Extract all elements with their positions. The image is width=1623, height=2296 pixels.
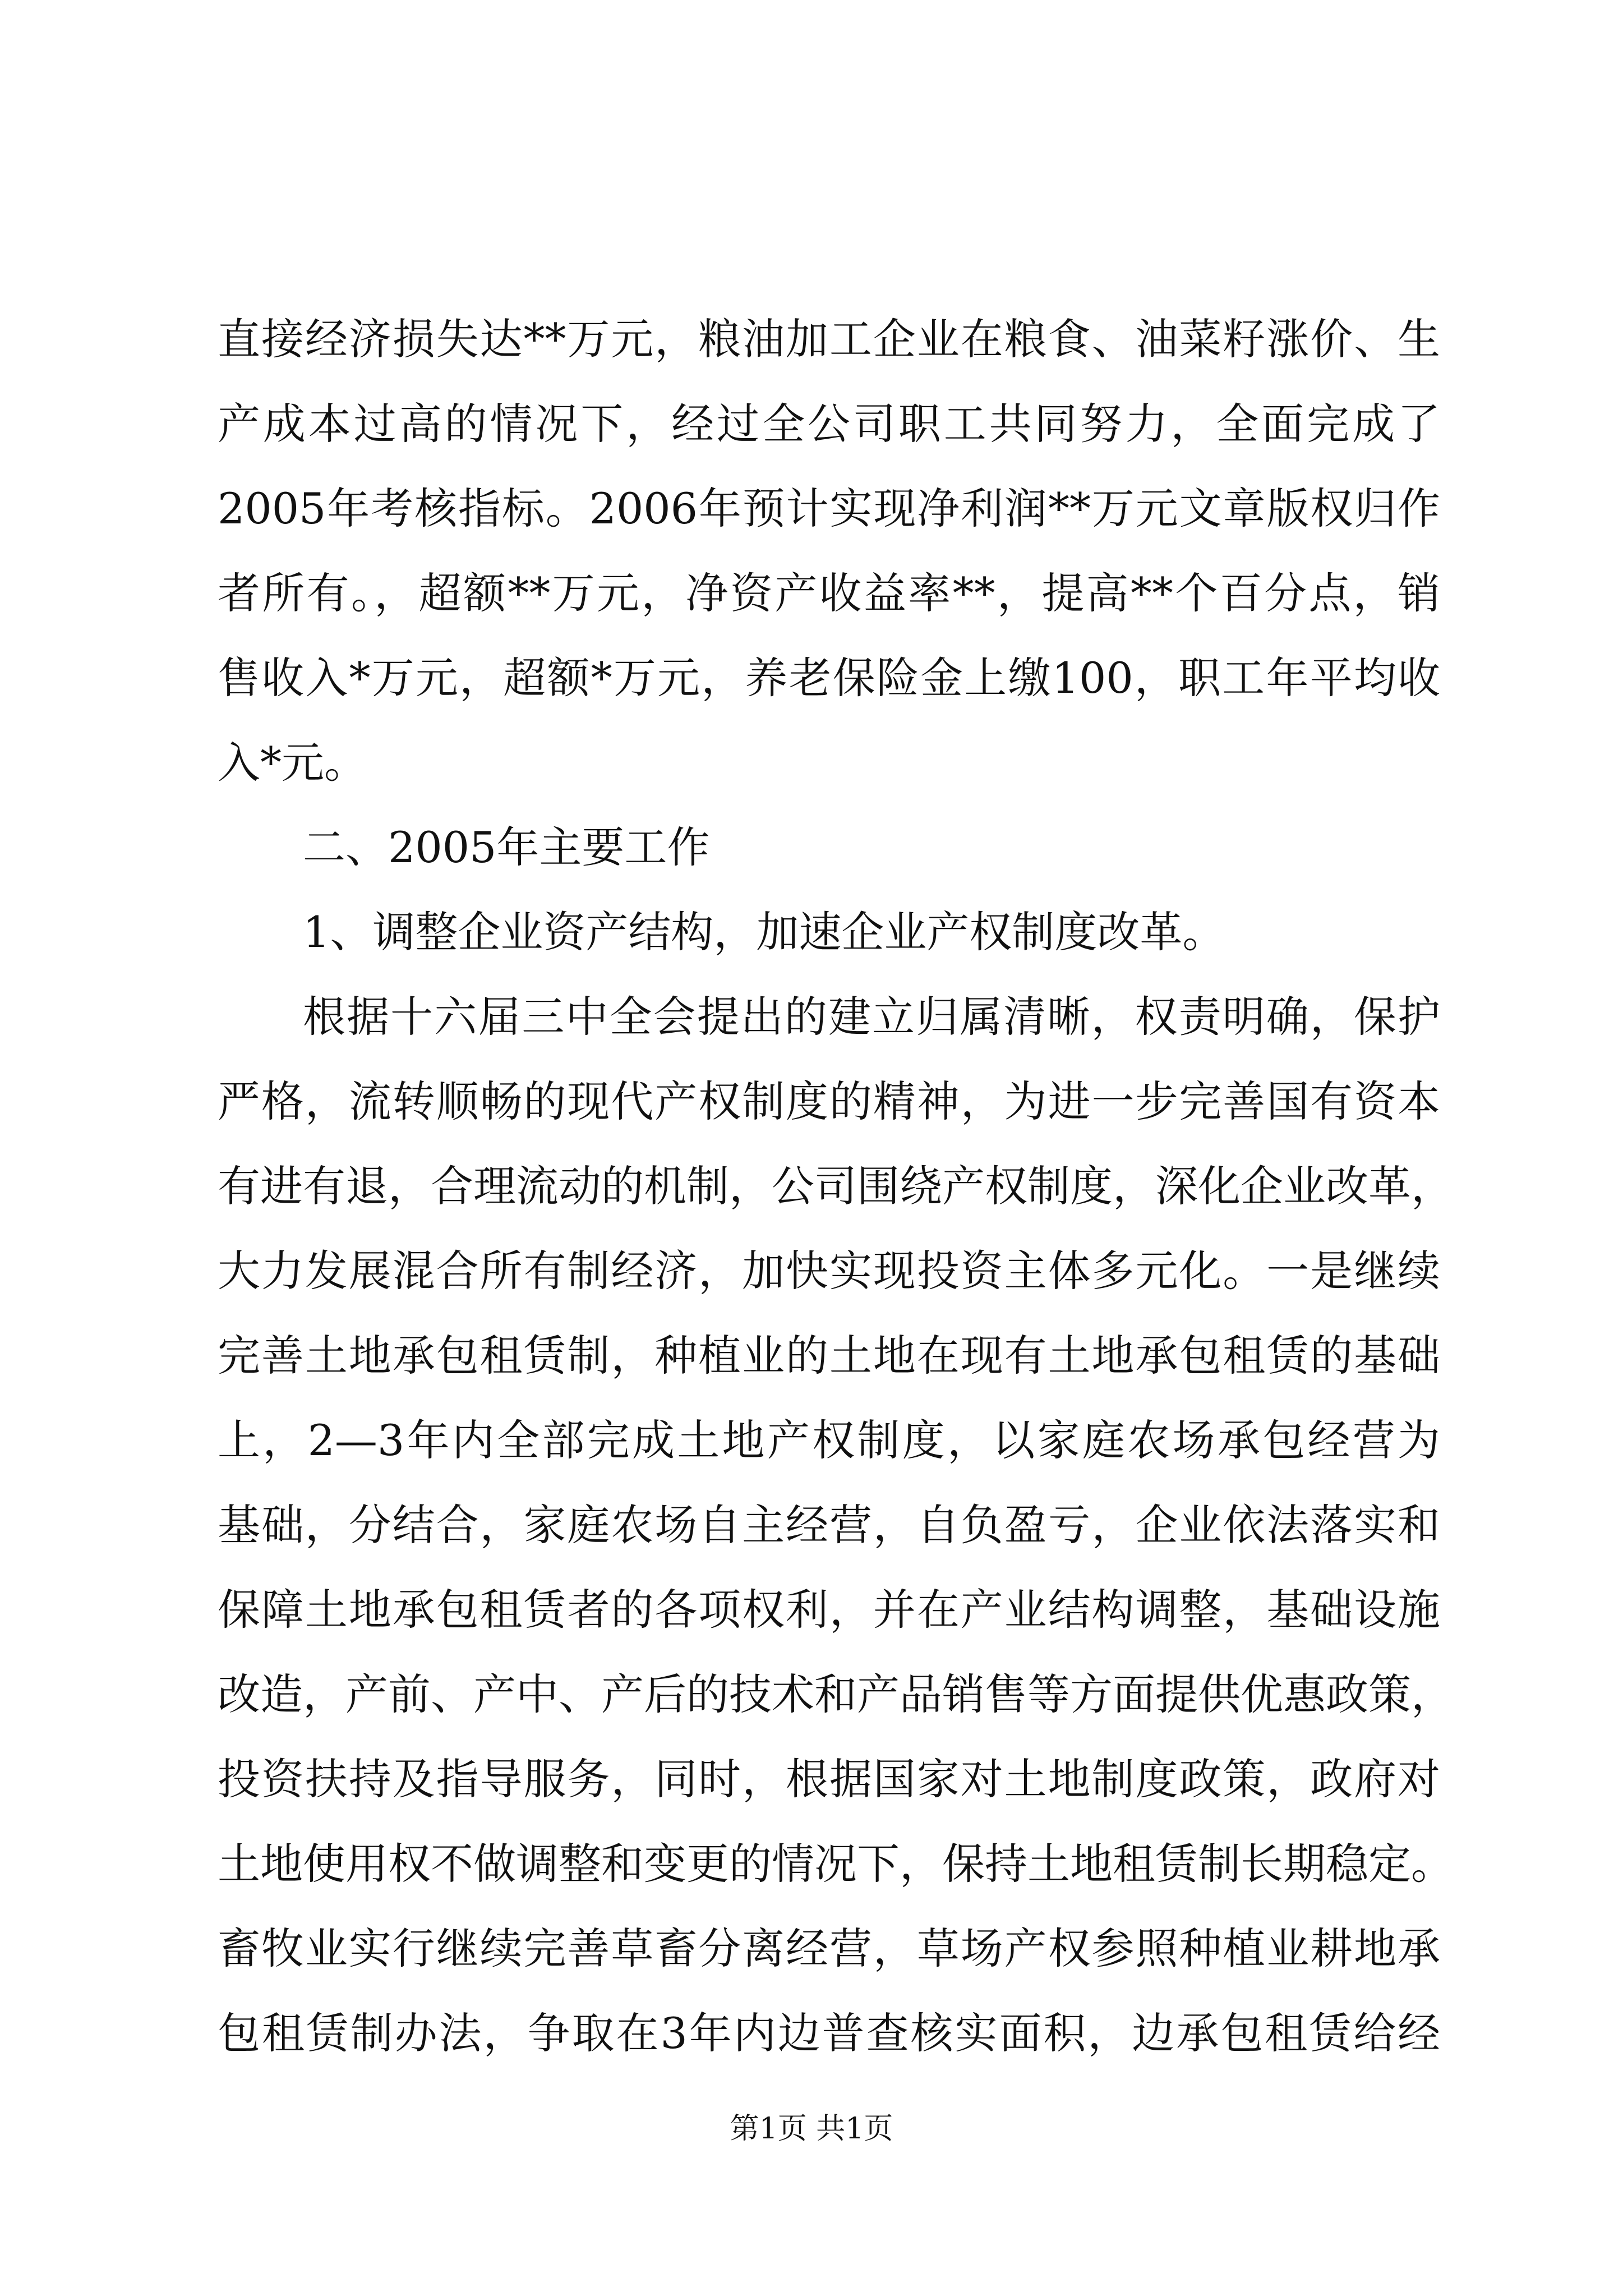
text-line: 者所有。，超额**万元，净资产收益率**，提高**个百分点，销: [218, 568, 1440, 618]
page-number-footer: 第1页 共1页: [730, 2112, 893, 2146]
text-line: 严格，流转顺畅的现代产权制度的精神，为进一步完善国有资本: [218, 1076, 1440, 1126]
subsection-heading: 1、调整企业资产结构，加速企业产权制度改革。: [303, 907, 1225, 957]
text-line: 有进有退，合理流动的机制，公司围绕产权制度，深化企业改革，: [218, 1161, 1454, 1211]
text-line: 售收入*万元，超额*万元，养老保险金上缴100，职工年平均收: [218, 653, 1440, 703]
text-line: 产成本过高的情况下，经过全公司职工共同努力，全面完成了: [218, 399, 1440, 449]
text-line: 畜牧业实行继续完善草畜分离经营，草场产权参照种植业耕地承: [218, 1924, 1440, 1973]
paragraph-first-line: 根据十六届三中全会提出的建立归属清晰，权责明确，保护: [303, 992, 1440, 1042]
text-line: 2005年考核指标。2006年预计实现净利润**万元文章版权归作: [218, 484, 1440, 533]
text-line: 完善土地承包租赁制，种植业的土地在现有土地承包租赁的基础: [218, 1331, 1440, 1381]
text-line: 基础，分结合，家庭农场自主经营，自负盈亏，企业依法落实和: [218, 1500, 1440, 1550]
text-line: 改造，产前、产中、产后的技术和产品销售等方面提供优惠政策，: [218, 1669, 1454, 1719]
text-line: 入*元。: [218, 738, 367, 788]
section-heading: 二、2005年主要工作: [303, 822, 710, 872]
text-line: 投资扶持及指导服务，同时，根据国家对土地制度政策，政府对: [218, 1754, 1440, 1804]
text-line: 包租赁制办法，争取在3年内边普查核实面积，边承包租赁给经: [218, 2008, 1440, 2058]
text-line: 大力发展混合所有制经济，加快实现投资主体多元化。一是继续: [218, 1246, 1440, 1296]
text-line: 保障土地承包租赁者的各项权利，并在产业结构调整，基础设施: [218, 1585, 1440, 1635]
text-line: 上，2—3年内全部完成土地产权制度，以家庭农场承包经营为: [218, 1415, 1440, 1465]
text-line: 土地使用权不做调整和变更的情况下，保持土地租赁制长期稳定。: [218, 1839, 1454, 1889]
text-line: 直接经济损失达**万元，粮油加工企业在粮食、油菜籽涨价、生: [218, 314, 1440, 364]
